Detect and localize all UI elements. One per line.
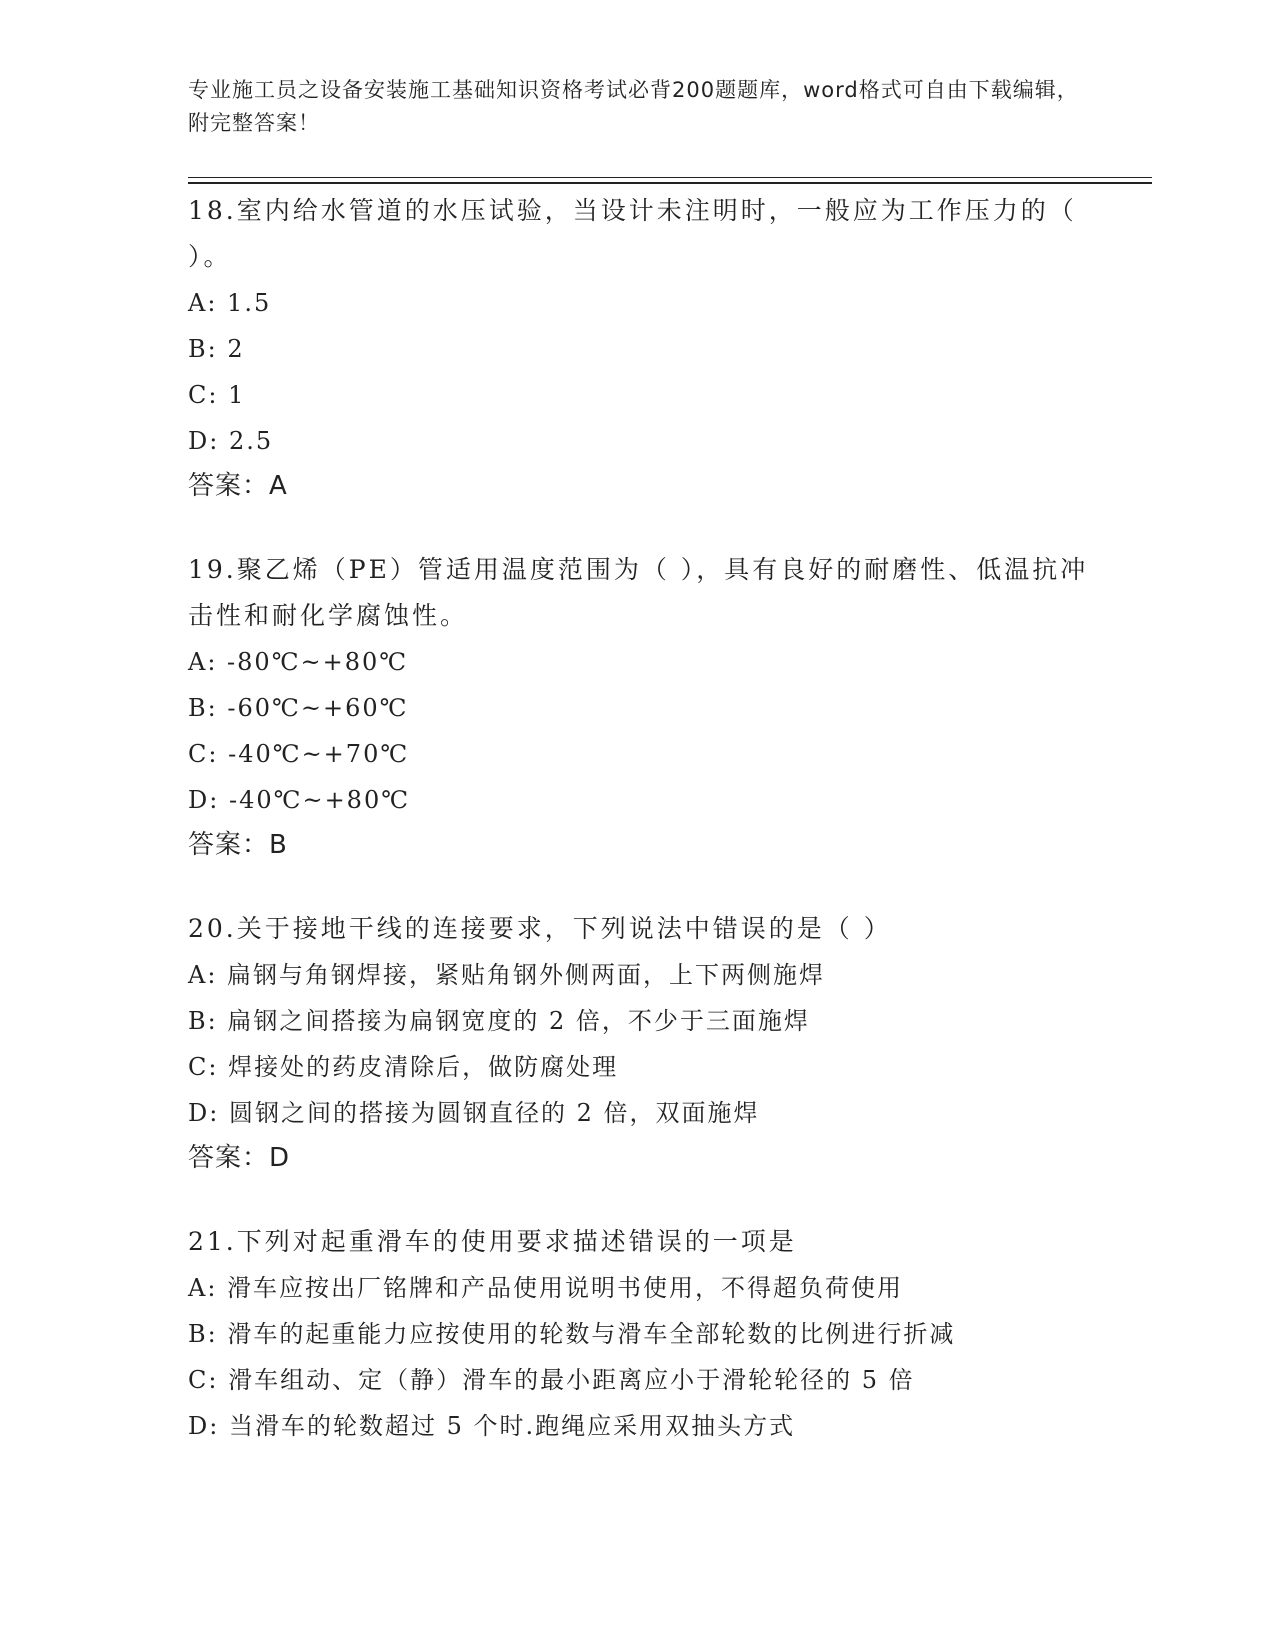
option-d: D: 当滑车的轮数超过 5 个时.跑绳应采用双抽头方式 (188, 1412, 796, 1440)
option-c: C: 焊接处的药皮清除后，做防腐处理 (188, 1053, 619, 1081)
question-title: 18.室内给水管道的水压试验，当设计未注明时，一般应为工作压力的（ ）。 (188, 196, 1077, 271)
option-b: B: -60℃~+60℃ (188, 694, 409, 722)
answer: 答案：A (188, 471, 288, 501)
option-c: C: 滑车组动、定（静）滑车的最小距离应小于滑轮轮径的 5 倍 (188, 1366, 915, 1394)
option-c: C: 1 (188, 381, 246, 409)
question-18 (188, 188, 1108, 508)
question-20 (188, 906, 1108, 1180)
option-a: A: -80℃~+80℃ (188, 648, 409, 676)
answer: 答案：D (188, 1143, 291, 1173)
question-list (188, 188, 1108, 1488)
option-d: D: 圆钢之间的搭接为圆钢直径的 2 倍，双面施焊 (188, 1099, 760, 1127)
option-a: A: 1.5 (188, 289, 272, 317)
option-b: B: 滑车的起重能力应按使用的轮数与滑车全部轮数的比例进行折减 (188, 1320, 956, 1348)
option-d: D: 2.5 (188, 427, 274, 455)
header-divider-thick (188, 182, 1152, 184)
option-a: A: 滑车应按出厂铭牌和产品使用说明书使用，不得超负荷使用 (188, 1274, 904, 1302)
option-a: A: 扁钢与角钢焊接，紧贴角钢外侧两面，上下两侧施焊 (188, 961, 826, 989)
option-b: B: 扁钢之间搭接为扁钢宽度的 2 倍，不少于三面施焊 (188, 1007, 810, 1035)
question-21 (188, 1219, 1108, 1449)
question-title: 21.下列对起重滑车的使用要求描述错误的一项是 (188, 1227, 797, 1256)
document-header: 专业施工员之设备安装施工基础知识资格考试必背200题题库，word格式可自由下载编辑，附完整答案！ (188, 78, 1079, 135)
header-divider-thin (188, 177, 1152, 178)
option-b: B: 2 (188, 335, 245, 363)
answer: 答案：B (188, 830, 288, 860)
option-d: D: -40℃~+80℃ (188, 786, 411, 814)
question-title: 19.聚乙烯（PE）管适用温度范围为（ ），具有良好的耐磨性、低温抗冲击性和耐化学腐蚀性。 (188, 555, 1089, 630)
question-title: 20.关于接地干线的连接要求，下列说法中错误的是（ ） (188, 914, 892, 943)
question-19 (188, 547, 1108, 867)
option-c: C: -40℃~+70℃ (188, 740, 410, 768)
